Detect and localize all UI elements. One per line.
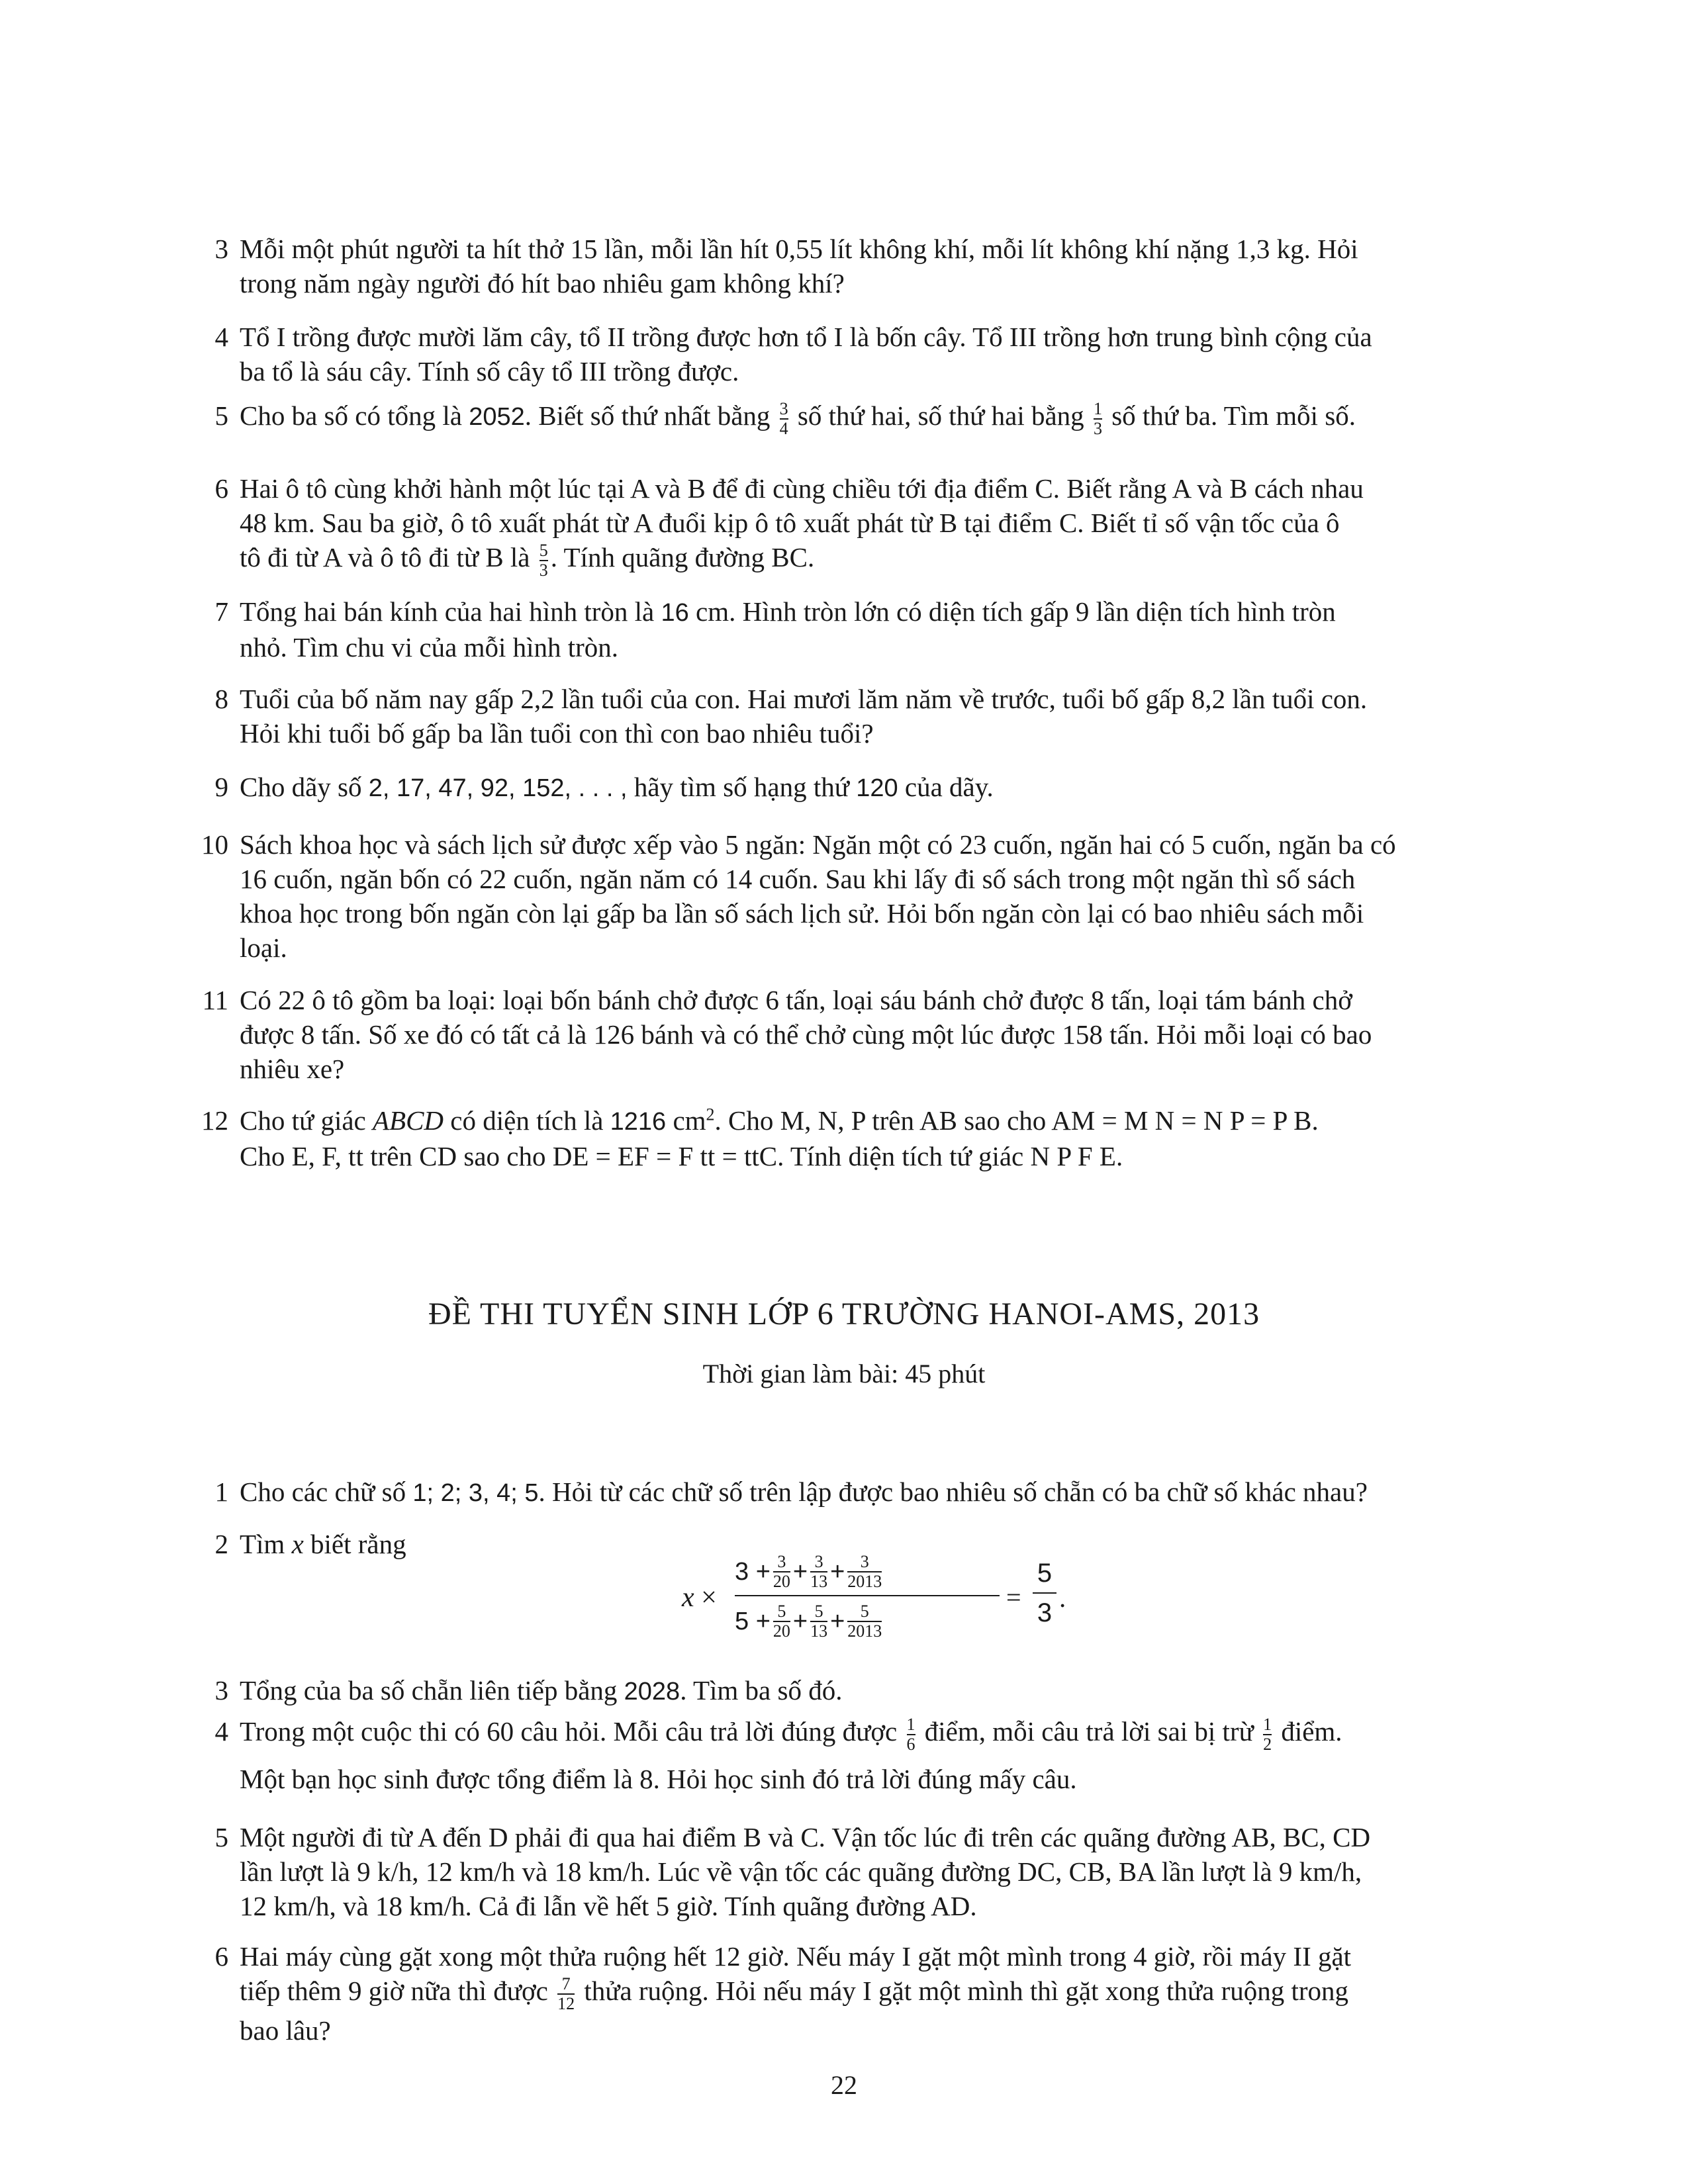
text: cm (673, 1105, 706, 1136)
problem-text (240, 320, 1509, 388)
text: . Tìm ba số đó. (680, 1675, 843, 1706)
frac-5-20 (773, 1602, 790, 1641)
line: 16 cuốn, ngăn bốn có 22 cuốn, ngăn năm có 14 cuốn. Sau khi lấy đi số sách trong một ngăn thì số sách (240, 864, 1356, 894)
line: Một bạn học sinh được tổng điểm là 8. Hỏi học sinh đó trả lời đúng mấy câu. (240, 1763, 1077, 1794)
problem-text (240, 232, 1509, 300)
text: . Biết số thứ nhất bằng (524, 400, 771, 431)
line: 48 km. Sau ba giờ, ô tô xuất phát từ A đuổi kịp ô tô xuất phát từ B tại điểm C. Biết tỉ số vận tốc của ô (240, 508, 1340, 538)
text: biết rằng (310, 1529, 406, 1559)
text: Cho ba số có tổng là (240, 400, 462, 431)
denominator: 20 (773, 1621, 790, 1641)
text: hãy tìm số hạng thứ (633, 772, 849, 802)
line: Tuổi của bố năm nay gấp 2,2 lần tuổi của con. Hai mươi lăm năm về trước, tuổi bố gấp 8,2 lần tuổi con. (240, 684, 1368, 714)
eq-result-fraction (1033, 1554, 1056, 1632)
numerator: 1 (906, 1714, 915, 1734)
problem-text (240, 471, 1509, 580)
text: . Tính quãng đường BC. (550, 542, 815, 572)
line (240, 1714, 1509, 1754)
text: thửa ruộng. Hỏi nếu máy I gặt một mình thì gặt xong thửa ruộng trong (584, 1976, 1349, 2006)
superscript: 2 (706, 1105, 715, 1124)
math-var: ABCD (373, 1105, 444, 1136)
number: 16 (661, 599, 689, 627)
problem-text (240, 1103, 1509, 1173)
line: trong năm ngày người đó hít bao nhiêu gam không khí? (240, 268, 845, 298)
line: Mỗi một phút người ta hít thở 15 lần, mỗi lần hít 0,55 lít không khí, mỗi lít không khí nặng 1,3 kg. Hỏi (240, 234, 1358, 264)
denominator: 6 (906, 1734, 915, 1754)
problem-text (240, 398, 1509, 438)
problem-number: 3 (214, 234, 228, 264)
denominator: 3 (1033, 1592, 1056, 1632)
line (240, 1974, 1509, 2013)
plus: + (792, 1558, 808, 1586)
sequence: 2, 17, 47, 92, 152, . . . , (368, 774, 628, 802)
equation (682, 1549, 1079, 1655)
problem-number: 4 (214, 322, 228, 352)
eq-big-fraction (735, 1549, 1000, 1647)
line: Hỏi khi tuổi bố gấp ba lần tuổi con thì con bao nhiêu tuổi? (240, 718, 874, 749)
line: Hai ô tô cùng khởi hành một lúc tại A và B để đi cùng chiều tới địa điểm C. Biết rằng A và B cách nhau (240, 473, 1364, 504)
denominator: 2 (1263, 1734, 1272, 1754)
line: khoa học trong bốn ngăn còn lại gấp ba lần số sách lịch sử. Hỏi bốn ngăn còn lại có bao nhiêu sách mỗi (240, 898, 1364, 929)
problem-number: 4 (214, 1716, 228, 1747)
fraction-1-3 (1094, 400, 1102, 438)
fraction-1-6 (907, 1715, 915, 1754)
math-var: x (291, 1529, 304, 1559)
line: Cho E, F, tt trên CD sao cho DE = EF = F tt = ttC. Tính diện tích tứ giác N P F E. (240, 1141, 1123, 1171)
line: Tổ I trồng được mười lăm cây, tổ II trồng được hơn tổ I là bốn cây. Tổ III trồng hơn trung bình cộng của (240, 322, 1372, 352)
problem-number: 10 (201, 829, 228, 860)
math-var: x (682, 1582, 694, 1613)
number: 1216 (610, 1108, 667, 1136)
text: điểm, mỗi câu trả lời sai bị trừ (924, 1716, 1254, 1747)
number: 120 (856, 774, 898, 802)
text: của dãy. (904, 772, 994, 802)
eq-period: . (1059, 1582, 1066, 1613)
numerator: 5 (539, 540, 548, 560)
problem-number: 3 (214, 1675, 228, 1706)
fraction-3-4 (780, 400, 788, 438)
digits: 1; 2; 3, 4; 5 (412, 1479, 539, 1507)
problem-text (240, 1939, 1509, 2048)
line: loại. (240, 933, 287, 963)
text: số thứ hai, số thứ hai bằng (797, 400, 1084, 431)
problem-number: 5 (214, 400, 228, 431)
numerator: 1 (1263, 1714, 1272, 1734)
denominator: 3 (1093, 418, 1102, 438)
frac-5-2013 (847, 1602, 882, 1641)
denominator: 13 (810, 1621, 828, 1641)
text: số thứ ba. Tìm mỗi số. (1111, 400, 1356, 431)
frac-3-20 (773, 1553, 790, 1591)
plus: + (830, 1608, 845, 1635)
text: tô đi từ A và ô tô đi từ B là (240, 542, 530, 572)
denominator: 13 (810, 1572, 828, 1591)
numerator: 1 (1093, 398, 1102, 418)
text: Tổng của ba số chẵn liên tiếp bằng (240, 1675, 618, 1706)
problem-text (240, 1673, 1509, 1709)
text: cm. Hình tròn lớn có diện tích gấp 9 lần diện tích hình tròn (696, 596, 1336, 627)
fraction-1-2 (1263, 1715, 1272, 1754)
denominator: 2013 (847, 1621, 882, 1641)
eq-denominator (735, 1596, 1000, 1647)
line: được 8 tấn. Số xe đó có tất cả là 126 bánh và có thể chở cùng một lúc được 158 tấn. Hỏi mỗi loại có bao (240, 1019, 1372, 1050)
eq-equals: = (1006, 1582, 1021, 1612)
numerator: 5 (777, 1602, 786, 1621)
problem-number: 8 (214, 684, 228, 714)
problem-text (240, 827, 1509, 965)
page-number: 22 (831, 2070, 857, 2100)
problem-text (240, 1475, 1509, 1510)
line: nhiêu xe? (240, 1054, 345, 1084)
line: Sách khoa học và sách lịch sử được xếp vào 5 ngăn: Ngăn một có 23 cuốn, ngăn hai có 5 cuốn, ngăn ba có (240, 829, 1396, 860)
line: bao lâu? (240, 2015, 331, 2046)
text: Cho các chữ số (240, 1477, 406, 1507)
text: Trong một cuộc thi có 60 câu hỏi. Mỗi câu trả lời đúng được (240, 1716, 898, 1747)
exam-title: ĐỀ THI TUYỂN SINH LỚP 6 TRƯỜNG HANOI-AMS, 2013 (428, 1297, 1260, 1332)
text: Cho dãy số (240, 772, 362, 802)
text: Cho tứ giác (240, 1105, 366, 1136)
problem-number: 11 (202, 985, 228, 1015)
line (240, 1103, 1509, 1139)
problem-number: 9 (214, 772, 228, 802)
exam-subtitle: Thời gian làm bài: 45 phút (702, 1359, 986, 1388)
plus: + (792, 1608, 808, 1635)
numerator: 3 (779, 398, 788, 418)
problem-text (240, 1714, 1509, 1796)
denominator: 2013 (847, 1572, 882, 1591)
line: 12 km/h, và 18 km/h. Cả đi lẫn về hết 5 giờ. Tính quãng đường AD. (240, 1891, 977, 1921)
line: lần lượt là 9 k/h, 12 km/h và 18 km/h. Lúc về vận tốc các quãng đường DC, CB, BA lần lượt là 9 km/h, (240, 1856, 1362, 1887)
line: Có 22 ô tô gồm ba loại: loại bốn bánh chở được 6 tấn, loại sáu bánh chở được 8 tấn, loại tám bánh chở (240, 985, 1352, 1015)
denominator: 20 (773, 1572, 790, 1591)
frac-3-13 (810, 1553, 827, 1591)
number: 2028 (624, 1678, 680, 1706)
line: Một người đi từ A đến D phải đi qua hai điểm B và C. Vận tốc lúc đi trên các quãng đường AB, BC, CD (240, 1822, 1371, 1852)
numerator: 3 (777, 1552, 786, 1571)
problem-text (240, 594, 1509, 664)
denominator: 12 (557, 1993, 575, 2013)
text: có diện tích là (450, 1105, 604, 1136)
numerator: 3 (860, 1552, 869, 1571)
numerator: 5 (814, 1602, 823, 1621)
problem-number: 12 (201, 1105, 228, 1136)
problem-number: 6 (214, 1941, 228, 1972)
text: . Cho M, N, P trên AB sao cho AM = M N = N P = P B. (714, 1105, 1319, 1136)
text: điểm. (1281, 1716, 1342, 1747)
problem-number: 6 (214, 473, 228, 504)
frac-3-2013 (847, 1553, 882, 1591)
problem-number: 5 (214, 1822, 228, 1852)
problem-number: 7 (214, 596, 228, 627)
problem-number: 2 (214, 1529, 228, 1559)
text: . Hỏi từ các chữ số trên lập được bao nhiêu số chẵn có ba chữ số khác nhau? (538, 1477, 1368, 1507)
term: 5 + (735, 1608, 771, 1635)
problem-text (240, 1820, 1509, 1923)
text: Tìm (240, 1529, 285, 1559)
eq-x-times (682, 1580, 717, 1615)
denominator: 4 (779, 418, 788, 438)
fraction-7-12 (557, 1975, 575, 2013)
frac-5-13 (810, 1602, 827, 1641)
text: tiếp thêm 9 giờ nữa thì được (240, 1976, 548, 2006)
problem-text (240, 770, 1509, 805)
numerator: 5 (860, 1602, 869, 1621)
fraction-5-3 (539, 541, 548, 580)
line: Hai máy cùng gặt xong một thửa ruộng hết 12 giờ. Nếu máy I gặt một mình trong 4 giờ, rồi máy II gặt (240, 1941, 1352, 1972)
problem-number: 1 (214, 1477, 228, 1507)
number: 2052 (469, 403, 525, 431)
term: 3 + (735, 1558, 771, 1586)
line (240, 594, 1509, 630)
problem-text (240, 682, 1509, 751)
numerator: 7 (561, 1974, 571, 1993)
line: nhỏ. Tìm chu vi của mỗi hình tròn. (240, 632, 619, 662)
line: ba tổ là sáu cây. Tính số cây tổ III trồng được. (240, 356, 739, 387)
plus: + (830, 1558, 845, 1586)
denominator: 3 (539, 560, 548, 580)
eq-numerator (735, 1549, 1000, 1595)
times-sign: × (701, 1582, 717, 1613)
text: Tổng hai bán kính của hai hình tròn là (240, 596, 655, 627)
problem-text (240, 983, 1509, 1086)
numerator: 3 (814, 1552, 823, 1571)
line (240, 540, 1509, 580)
numerator: 5 (1037, 1559, 1053, 1588)
